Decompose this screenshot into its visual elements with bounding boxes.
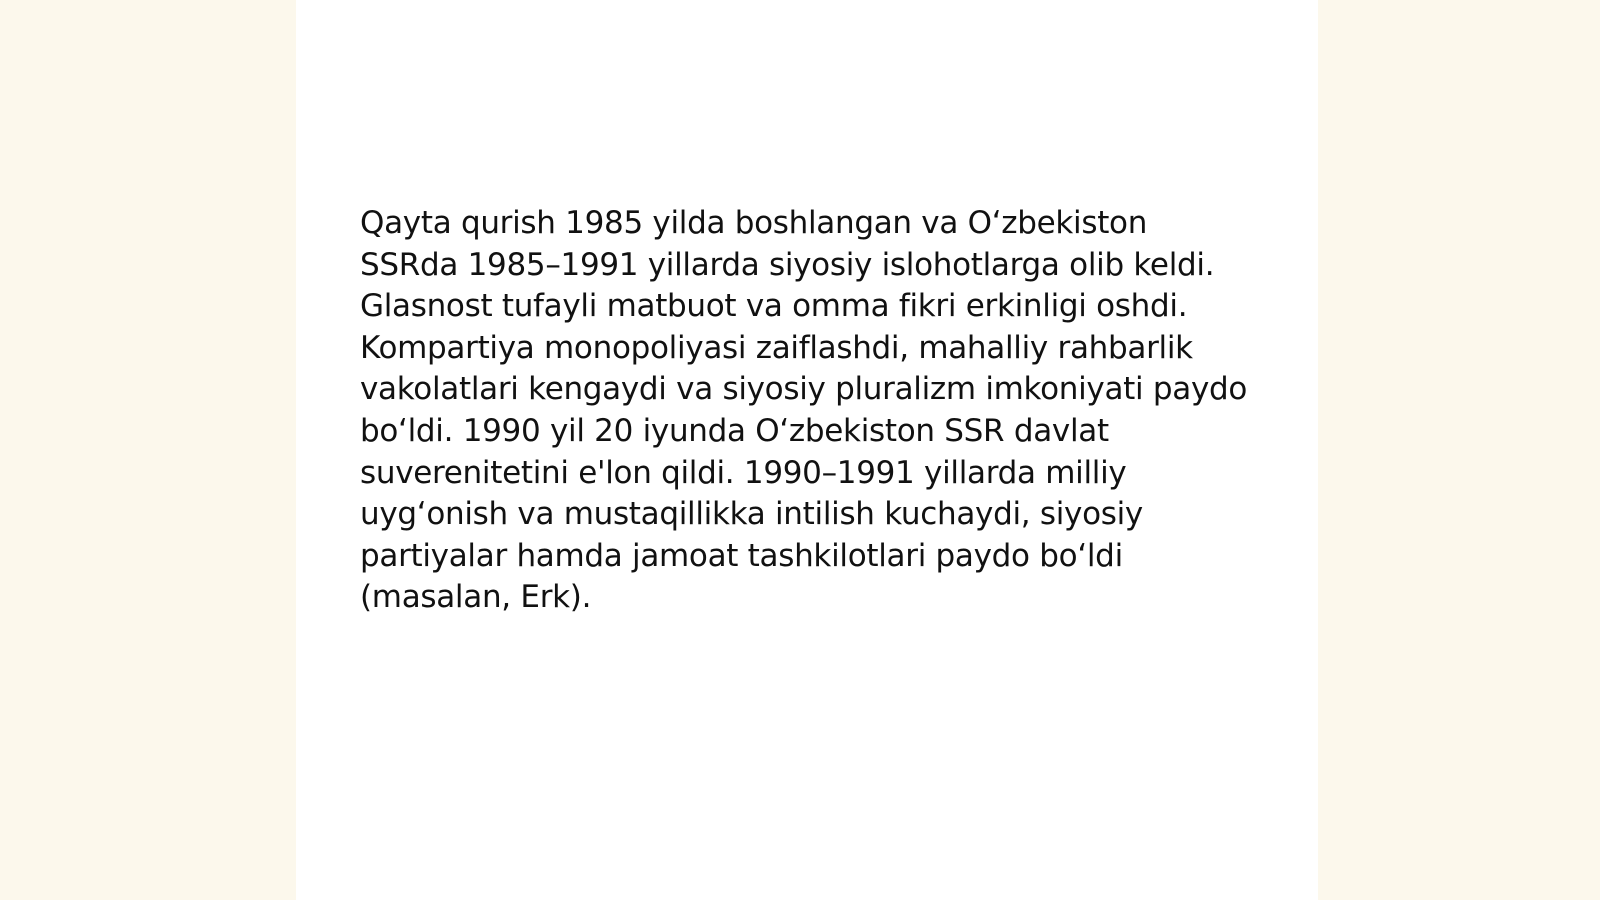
- document-page: [296, 0, 1318, 900]
- body-paragraph: Qayta qurish 1985 yilda boshlangan va Oʻzbekiston SSRda 1985–1991 yillarda siyosiy islohotlarga olib keldi. Glasnost tufayli matbuot va omma fikri erkinligi oshdi. Kompartiya monopoliyasi zaiflashdi, mahalliy rahbarlik vakolatlari kengaydi va siyosiy pluralizm imkoniyati paydo boʻldi. 1990 yil 20 iyunda Oʻzbekiston SSR davlat suverenitetini e'lon qildi. 1990–1991 yillarda milliy uygʻonish va mustaqillikka intilish kuchaydi, siyosiy partiyalar hamda jamoat tashkilotlari paydo boʻldi (masalan, Erk).: [360, 205, 1248, 616]
